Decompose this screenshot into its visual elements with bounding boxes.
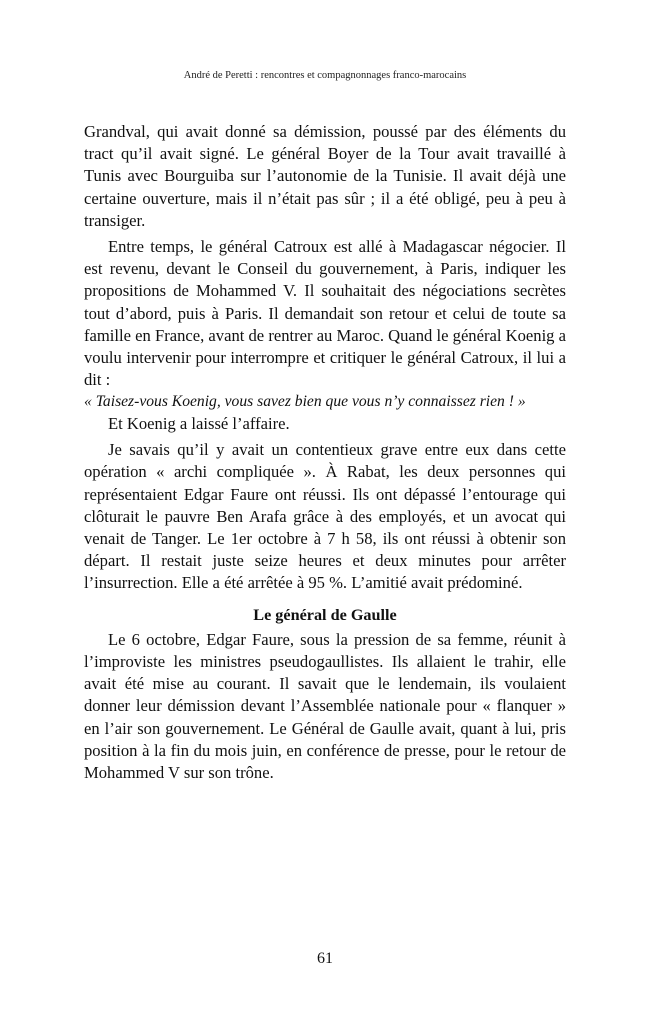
paragraph: Je savais qu’il y avait un contentieux grave entre eux dans cette opération « archi compliquée ». À Rabat, les deux personnes qui représentaient Edgar Faure ont réussi. Ils ont dépassé l’entourage qui clôturait le pauvre Ben Arafa grâce à des employés, et un avocat qui venait de Tanger. Le 1er octobre à 7 h 58, ils ont réussi à obtenir son départ. Il restait juste seize heures et deux minutes pour arrêter l’insurrection. Elle a été arrêtée à 95 %. L’amitié avait prédominé.: [84, 440, 566, 593]
paragraph: Et Koenig a laissé l’affaire.: [108, 413, 290, 433]
section-heading: Le général de Gaulle: [253, 605, 397, 624]
running-header: André de Peretti : rencontres et compagnonnages franco-marocains: [183, 70, 467, 81]
paragraph: Grandval, qui avait donné sa démission, poussé par des éléments du tract qu’il avait signé. Le général Boyer de la Tour avait travaillé à Tunis avec Bourguiba sur l’autonomie de la Tunisie. Il avait déjà une certaine ouverture, mais il n’était pas sûr ; il a été obligé, peu à peu à transiger.: [84, 122, 566, 230]
page-number: 61: [317, 950, 333, 967]
block-quote: « Taisez-vous Koenig, vous savez bien que vous n’y connaissez rien ! »: [84, 393, 526, 411]
body-text: [84, 121, 566, 784]
paragraph: Entre temps, le général Catroux est allé à Madagascar négocier. Il est revenu, devant le Conseil du gouvernement, à Paris, indiquer les propositions de Mohammed V. Il souhaitait des négociations secrètes tout d’abord, puis à Paris. Il demandait son retour et celui de toute sa famille en France, avant de rentrer au Maroc. Quand le général Koenig a voulu intervenir pour interrompre et critiquer le général Catroux, il lui a dit :: [84, 237, 566, 390]
paragraph: Le 6 octobre, Edgar Faure, sous la pression de sa femme, réunit à l’improviste les ministres pseudogaullistes. Ils allaient le trahir, elle avait été mise au courant. Il savait que le lendemain, ils voulaient donner leur démission devant l’Assemblée nationale pour « flanquer » en l’air son gouvernement. Le Général de Gaulle avait, quant à lui, pris position à la fin du mois juin, en conférence de presse, pour le retour de Mohammed V sur son trône.: [84, 629, 566, 782]
